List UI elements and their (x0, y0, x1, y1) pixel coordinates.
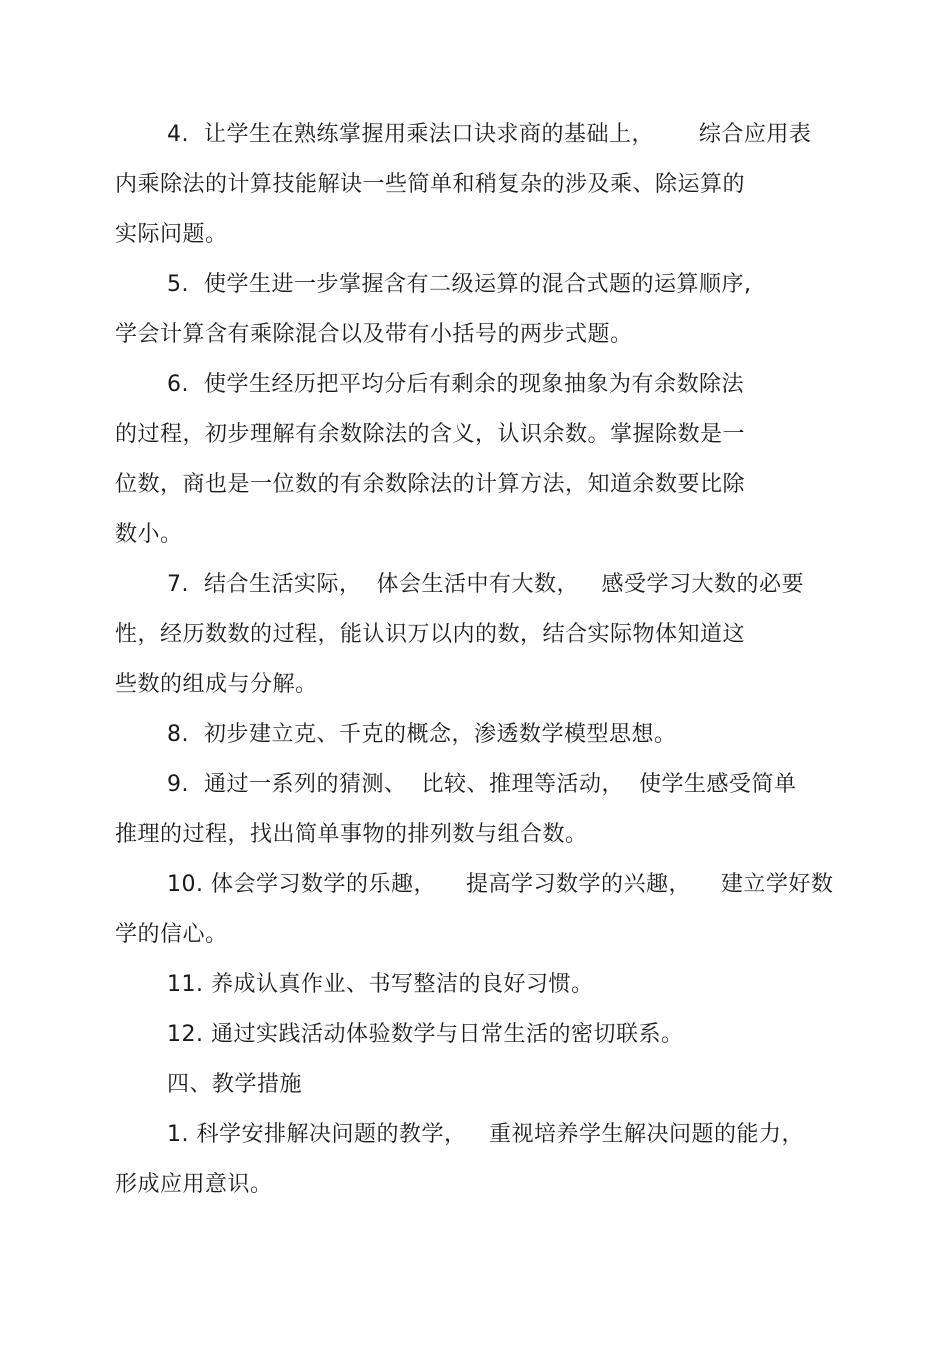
item-10-line-1: 10. 体会学习数学的乐趣， 提高学习数学的兴趣， 建立学好数 (167, 872, 834, 897)
measure-1-line-1: 1. 科学安排解决问题的教学， 重视培养学生解决问题的能力， (167, 1122, 804, 1147)
item-8-line-1: 8. 初步建立克、千克的概念，渗透数学模型思想。 (167, 722, 677, 747)
item-6-line-2: 的过程，初步理解有余数除法的含义，认识余数。掌握除数是一 (115, 422, 746, 447)
item-11-line-1: 11. 养成认真作业、书写整洁的良好习惯。 (167, 972, 594, 997)
item-6-line-4: 数小。 (115, 522, 183, 547)
item-5-line-2: 学会计算含有乘除混合以及带有小括号的两步式题。 (115, 322, 633, 347)
section-4-line-1: 四、教学措施 (167, 1072, 303, 1097)
item-4-line-3: 实际问题。 (115, 222, 228, 247)
item-10-line-2: 学的信心。 (115, 922, 228, 947)
item-5-line-1: 5. 使学生进一步掌握含有二级运算的混合式题的运算顺序, (167, 272, 752, 297)
item-7-line-1: 7. 结合生活实际， 体会生活中有大数， 感受学习大数的必要 (167, 572, 804, 597)
item-6-line-3: 位数，商也是一位数的有余数除法的计算方法，知道余数要比除 (115, 472, 746, 497)
item-6-line-1: 6. 使学生经历把平均分后有剩余的现象抽象为有余数除法 (167, 372, 744, 397)
item-4-line-2: 内乘除法的计算技能解诀一些简单和稍复杂的涉及乘、除运算的 (115, 172, 746, 197)
measure-1-line-2: 形成应用意识。 (115, 1172, 273, 1197)
item-9-line-1: 9. 通过一系列的猜测、 比较、推理等活动， 使学生感受简单 (167, 772, 797, 797)
item-7-line-2: 性，经历数数的过程，能认识万以内的数，结合实际物体知道这 (115, 622, 746, 647)
item-9-line-2: 推理的过程，找出简单事物的排列数与组合数。 (115, 822, 588, 847)
item-4-line-1: 4. 让学生在熟练掌握用乘法口诀求商的基础上， 综合应用表 (167, 122, 812, 147)
item-12-line-1: 12. 通过实践活动体验数学与日常生活的密切联系。 (167, 1022, 684, 1047)
item-7-line-3: 些数的组成与分解。 (115, 672, 318, 697)
